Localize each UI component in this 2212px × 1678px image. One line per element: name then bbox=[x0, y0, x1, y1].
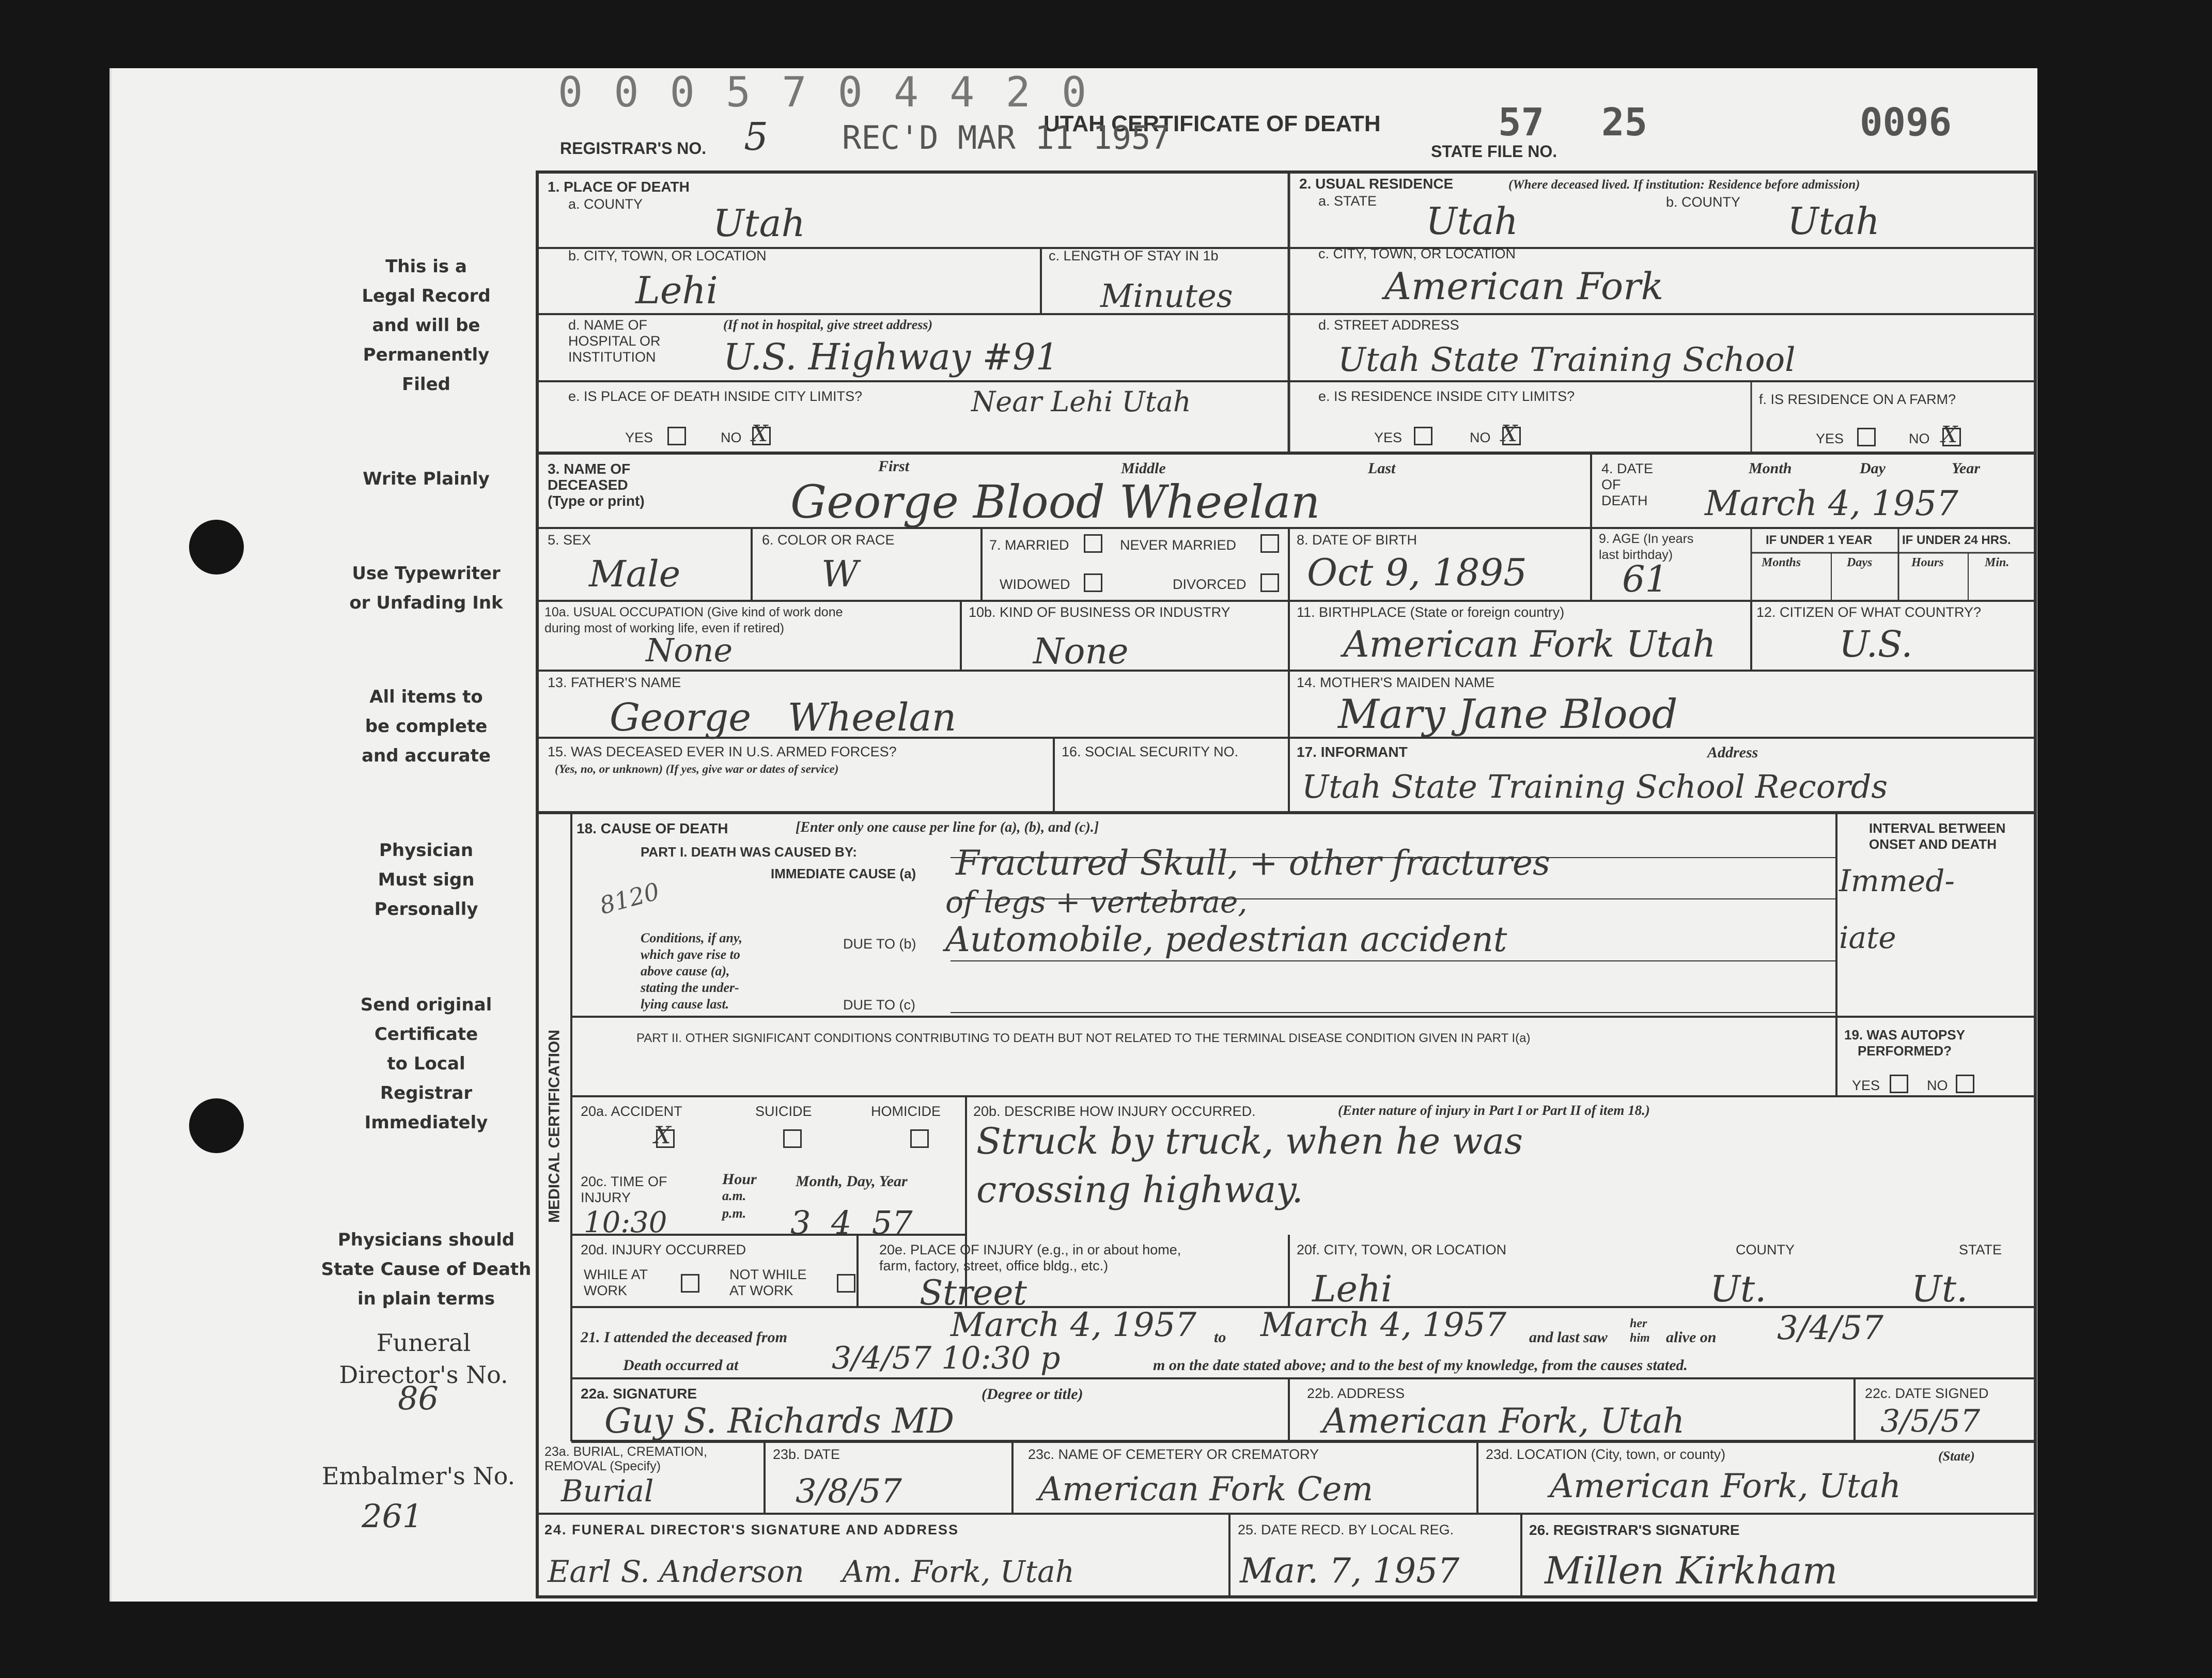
margin-note-send-original: Send original Certificate to Local Registrar Immediately bbox=[360, 995, 492, 1133]
interval-label: INTERVAL BETWEEN ONSET AND DEATH bbox=[1869, 820, 2006, 852]
birthplace-label: 11. BIRTHPLACE (State or foreign country) bbox=[1297, 604, 1565, 620]
funeral-director-signature-label: 24. FUNERAL DIRECTOR'S SIGNATURE AND ADDRESS bbox=[544, 1522, 959, 1537]
physician-address-label: 22b. ADDRESS bbox=[1307, 1386, 1405, 1401]
margin-note-physicians-cause: Physicians should State Cause of Death in plain terms bbox=[321, 1230, 532, 1309]
last-saw-value: 3/4/57 bbox=[1777, 1309, 1883, 1347]
citizen-label: 12. CITIZEN OF WHAT COUNTRY? bbox=[1756, 604, 1982, 620]
cause-of-death-label: 18. CAUSE OF DEATH bbox=[577, 820, 728, 836]
margin-note-typewriter: Use Typewriter or Unfading Ink bbox=[349, 563, 503, 613]
immediate-cause-continued: of legs + vertebrae, bbox=[945, 884, 1248, 920]
certificate-title: UTAH CERTIFICATE OF DEATH bbox=[1043, 111, 1381, 136]
cemetery-label: 23c. NAME OF CEMETERY OR CREMATORY bbox=[1028, 1447, 1319, 1462]
age-value: 61 bbox=[1622, 558, 1669, 600]
informant-value: Utah State Training School Records bbox=[1302, 768, 1888, 805]
last-saw-label: and last saw bbox=[1529, 1329, 1608, 1346]
alive-on-label: alive on bbox=[1666, 1329, 1717, 1346]
armed-forces-label: 15. WAS DECEASED EVER IN U.S. ARMED FORCES? bbox=[548, 744, 897, 759]
months-label: Months bbox=[1762, 556, 1801, 569]
burial-date-value: 3/8/57 bbox=[796, 1472, 902, 1511]
degree-label: (Degree or title) bbox=[982, 1386, 1083, 1403]
funeral-director-signature: Earl S. Anderson Am. Fork, Utah bbox=[548, 1554, 1074, 1589]
hospital-label: d. NAME OF HOSPITAL OR INSTITUTION bbox=[568, 317, 661, 365]
injury-city-label: 20f. CITY, TOWN, OR LOCATION bbox=[1297, 1242, 1507, 1257]
not-while-at-work-checkbox[interactable] bbox=[837, 1274, 855, 1293]
hour-label: Hour bbox=[722, 1171, 757, 1188]
state-file-year: 57 bbox=[1498, 100, 1545, 145]
days-label: Days bbox=[1847, 556, 1873, 569]
injury-state-label: STATE bbox=[1959, 1242, 2002, 1257]
attended-from-value: March 4, 1957 bbox=[951, 1306, 1196, 1344]
part-two-label: PART II. OTHER SIGNIFICANT CONDITIONS CONTRIBUTING TO DEATH BUT NOT RELATED TO THE TERMINAL DISEASE CONDITION GIVEN IN PART I(a) bbox=[636, 1031, 1531, 1045]
length-of-stay-value: Minutes bbox=[1100, 277, 1233, 315]
place-of-injury-label: 20e. PLACE OF INJURY (e.g., in or about home, farm, factory, street, office bldg., etc.) bbox=[879, 1242, 1181, 1273]
date-signed-value: 3/5/57 bbox=[1880, 1403, 1981, 1439]
state-file-no-label: STATE FILE NO. bbox=[1431, 142, 1557, 161]
suicide-label: SUICIDE bbox=[755, 1104, 812, 1119]
residence-street-value: Utah State Training School bbox=[1338, 341, 1796, 379]
injury-date-value: 3 4 57 bbox=[790, 1204, 913, 1241]
death-day-label: Day bbox=[1860, 460, 1886, 477]
immediate-cause-label: IMMEDIATE CAUSE (a) bbox=[771, 866, 916, 881]
part-one-label: PART I. DEATH WAS CAUSED BY: bbox=[641, 844, 857, 860]
autopsy-label: 19. WAS AUTOPSY PERFORMED? bbox=[1844, 1027, 1966, 1059]
length-of-stay-label: c. LENGTH OF STAY IN 1b bbox=[1049, 248, 1219, 263]
armed-forces-hint: (Yes, no, or unknown) (If yes, give war or dates of service) bbox=[555, 763, 839, 775]
birthplace-value: American Fork Utah bbox=[1343, 623, 1716, 665]
residence-farm-yes-checkbox[interactable] bbox=[1857, 428, 1876, 446]
deceased-name-value: George Blood Wheelan bbox=[790, 475, 1320, 529]
widowed-checkbox[interactable] bbox=[1084, 573, 1102, 592]
cause-of-death-hint: [Enter only one cause per line for (a), (b), and (c).] bbox=[796, 819, 1099, 835]
due-to-c-label: DUE TO (c) bbox=[843, 997, 916, 1013]
residence-inside-no-label: NO bbox=[1470, 430, 1491, 445]
am-label: a.m. bbox=[722, 1188, 746, 1203]
date-received-label: 25. DATE RECD. BY LOCAL REG. bbox=[1238, 1522, 1454, 1537]
date-of-death-value: March 4, 1957 bbox=[1705, 484, 1958, 523]
death-month-label: Month bbox=[1749, 460, 1792, 477]
sex-label: 5. SEX bbox=[548, 532, 591, 548]
never-married-label: NEVER MARRIED bbox=[1120, 537, 1237, 553]
death-city-label: b. CITY, TOWN, OR LOCATION bbox=[568, 248, 767, 263]
conditions-note: Conditions, if any, which gave rise to above cause (a), stating the under- lying cause last. bbox=[641, 930, 742, 1012]
margin-note-write-plainly: Write Plainly bbox=[363, 469, 490, 489]
death-inside-city-note: Near Lehi Utah bbox=[971, 385, 1191, 418]
homicide-checkbox[interactable] bbox=[910, 1129, 929, 1148]
accident-label: 20a. ACCIDENT bbox=[581, 1104, 682, 1119]
residence-farm-no-mark: X bbox=[1941, 422, 1958, 448]
burial-value: Burial bbox=[561, 1473, 654, 1509]
date-of-birth-label: 8. DATE OF BIRTH bbox=[1297, 532, 1417, 548]
date-of-birth-value: Oct 9, 1895 bbox=[1307, 551, 1527, 594]
residence-street-label: d. STREET ADDRESS bbox=[1318, 317, 1459, 333]
death-county-label: a. COUNTY bbox=[568, 196, 643, 212]
cause-code: 8120 bbox=[597, 877, 663, 920]
residence-inside-no-mark: X bbox=[1501, 421, 1518, 447]
injury-county-value: Ut. bbox=[1710, 1268, 1767, 1310]
time-of-injury-label: 20c. TIME OF INJURY bbox=[581, 1174, 667, 1205]
residence-farm-yes-label: YES bbox=[1816, 431, 1844, 446]
describe-injury-value: Struck by truck, when he was bbox=[976, 1120, 1523, 1162]
date-received-value: Mar. 7, 1957 bbox=[1240, 1551, 1460, 1591]
death-inside-yes-checkbox[interactable] bbox=[667, 427, 686, 445]
social-security-label: 16. SOCIAL SECURITY NO. bbox=[1062, 744, 1239, 759]
death-occurred-at-label: Death occurred at bbox=[623, 1357, 739, 1374]
minutes-label: Min. bbox=[1985, 556, 2010, 569]
injury-city-value: Lehi bbox=[1312, 1268, 1393, 1310]
death-year-label: Year bbox=[1952, 460, 1980, 477]
under-1-year-label: IF UNDER 1 YEAR bbox=[1766, 533, 1873, 547]
while-at-work-checkbox[interactable] bbox=[681, 1274, 699, 1293]
hours-label: Hours bbox=[1911, 556, 1944, 569]
sex-value: Male bbox=[589, 553, 681, 595]
death-inside-city-label: e. IS PLACE OF DEATH INSIDE CITY LIMITS? bbox=[568, 389, 863, 404]
autopsy-yes-checkbox[interactable] bbox=[1890, 1075, 1908, 1093]
father-name-label: 13. FATHER'S NAME bbox=[548, 675, 681, 690]
physician-address-value: American Fork, Utah bbox=[1322, 1401, 1685, 1441]
received-date-stamp: REC'D MAR 11 1957 bbox=[842, 119, 1170, 157]
residence-county-value: Utah bbox=[1787, 199, 1880, 243]
residence-city-value: American Fork bbox=[1384, 265, 1664, 308]
margin-note-legal: This is a Legal Record and will be Permanently Filed bbox=[362, 256, 491, 395]
death-inside-yes-label: YES bbox=[625, 430, 653, 445]
suicide-checkbox[interactable] bbox=[783, 1129, 802, 1148]
pm-label: p.m. bbox=[722, 1206, 746, 1221]
death-inside-no-mark: X bbox=[752, 421, 768, 447]
interval-value: Immed- iate bbox=[1839, 863, 1955, 955]
due-to-b-value: Automobile, pedestrian accident bbox=[945, 920, 1507, 959]
signature-label: 22a. SIGNATURE bbox=[581, 1386, 697, 1402]
registrar-number: 5 bbox=[744, 115, 769, 159]
while-at-work-label: WHILE AT WORK bbox=[584, 1267, 648, 1298]
margin-note-complete: All items to be complete and accurate bbox=[362, 687, 491, 766]
describe-injury-continued: crossing highway. bbox=[976, 1169, 1303, 1211]
race-label: 6. COLOR OR RACE bbox=[762, 532, 895, 548]
describe-injury-label: 20b. DESCRIBE HOW INJURY OCCURRED. bbox=[973, 1104, 1256, 1119]
injury-occurred-label: 20d. INJURY OCCURRED bbox=[581, 1242, 746, 1257]
physician-signature: Guy S. Richards MD bbox=[604, 1401, 955, 1441]
residence-county-label: b. COUNTY bbox=[1666, 194, 1741, 210]
death-county-value: Utah bbox=[713, 201, 805, 245]
death-occurred-at-value: 3/4/57 10:30 p bbox=[832, 1340, 1061, 1376]
mother-maiden-name-label: 14. MOTHER'S MAIDEN NAME bbox=[1297, 675, 1495, 690]
medical-certification-side-label: MEDICAL CERTIFICATION bbox=[546, 1030, 563, 1223]
last-name-label: Last bbox=[1368, 460, 1396, 477]
divorced-label: DIVORCED bbox=[1173, 577, 1247, 592]
residence-inside-city-label: e. IS RESIDENCE INSIDE CITY LIMITS? bbox=[1318, 389, 1575, 404]
business-label: 10b. KIND OF BUSINESS OR INDUSTRY bbox=[969, 604, 1230, 620]
state-file-number: 0096 bbox=[1860, 100, 1952, 145]
middle-name-label: Middle bbox=[1121, 460, 1166, 477]
widowed-label: WIDOWED bbox=[1000, 577, 1070, 592]
mother-maiden-name-value: Mary Jane Blood bbox=[1338, 691, 1678, 738]
autopsy-yes-label: YES bbox=[1852, 1078, 1880, 1093]
father-name-value: George Wheelan bbox=[610, 695, 957, 740]
death-inside-no-label: NO bbox=[721, 430, 742, 445]
burial-date-label: 23b. DATE bbox=[773, 1447, 840, 1462]
not-while-at-work-label: NOT WHILE AT WORK bbox=[729, 1267, 807, 1298]
never-married-checkbox[interactable] bbox=[1260, 534, 1279, 553]
first-name-label: First bbox=[878, 458, 910, 475]
registrar-signature-label: 26. REGISTRAR'S SIGNATURE bbox=[1529, 1522, 1740, 1538]
place-of-injury-value: Street bbox=[920, 1273, 1027, 1313]
residence-city-label: c. CITY, TOWN, OR LOCATION bbox=[1318, 246, 1516, 261]
residence-inside-yes-label: YES bbox=[1374, 430, 1403, 445]
attended-to-value: March 4, 1957 bbox=[1260, 1306, 1506, 1344]
residence-farm-no-label: NO bbox=[1909, 431, 1930, 446]
cemetery-value: American Fork Cem bbox=[1038, 1470, 1374, 1509]
citizen-value: U.S. bbox=[1839, 623, 1913, 665]
residence-farm-label: f. IS RESIDENCE ON A FARM? bbox=[1759, 392, 1956, 407]
attended-label: 21. I attended the deceased from bbox=[581, 1329, 787, 1346]
funeral-director-label: Funeral Director's No. bbox=[339, 1329, 508, 1389]
burial-location-value: American Fork, Utah bbox=[1550, 1467, 1901, 1505]
autopsy-no-checkbox[interactable] bbox=[1956, 1075, 1974, 1093]
date-signed-label: 22c. DATE SIGNED bbox=[1865, 1386, 1989, 1401]
informant-address-label: Address bbox=[1707, 744, 1758, 761]
embalmer-number: 261 bbox=[362, 1497, 423, 1535]
autopsy-no-label: NO bbox=[1927, 1078, 1948, 1093]
residence-state-value: Utah bbox=[1426, 199, 1518, 243]
married-label: 7. MARRIED bbox=[989, 537, 1069, 553]
burial-location-label: 23d. LOCATION (City, town, or county) bbox=[1486, 1447, 1726, 1462]
accident-mark: X bbox=[654, 1121, 671, 1149]
due-to-b-label: DUE TO (b) bbox=[843, 936, 916, 952]
burial-state-label: (State) bbox=[1938, 1449, 1975, 1464]
usual-residence-label: 2. USUAL RESIDENCE bbox=[1299, 176, 1454, 192]
month-day-year-label: Month, Day, Year bbox=[796, 1173, 908, 1190]
attended-to-label: to bbox=[1214, 1329, 1226, 1346]
residence-state-label: a. STATE bbox=[1318, 193, 1377, 209]
registrar-no-label: REGISTRAR'S NO. bbox=[560, 139, 707, 158]
hospital-value: U.S. Highway #91 bbox=[723, 336, 1059, 378]
hospital-hint: (If not in hospital, give street address) bbox=[723, 317, 933, 332]
under-24-hours-label: IF UNDER 24 HRS. bbox=[1902, 533, 2011, 547]
divorced-checkbox[interactable] bbox=[1260, 573, 1279, 592]
race-value: W bbox=[821, 553, 859, 595]
margin-note-physician: Physician Must sign Personally bbox=[374, 840, 478, 920]
homicide-label: HOMICIDE bbox=[871, 1104, 941, 1119]
injury-state-value: Ut. bbox=[1911, 1268, 1968, 1310]
married-checkbox[interactable] bbox=[1084, 534, 1102, 553]
embalmer-label: Embalmer's No. bbox=[321, 1462, 516, 1490]
registrar-signature: Millen Kirkham bbox=[1545, 1549, 1838, 1592]
date-of-death-label: 4. DATE OF DEATH bbox=[1601, 461, 1654, 508]
deceased-name-label: 3. NAME OF DECEASED (Type or print) bbox=[548, 461, 645, 509]
funeral-director-number: 86 bbox=[398, 1379, 439, 1417]
usual-residence-hint: (Where deceased lived. If institution: Residence before admission) bbox=[1508, 178, 1860, 192]
her-him-label: her him bbox=[1630, 1317, 1650, 1345]
age-label: 9. AGE (In years last birthday) bbox=[1599, 532, 1694, 562]
death-city-value: Lehi bbox=[635, 269, 718, 312]
occupation-label: 10a. USUAL OCCUPATION (Give kind of work done during most of working life, even if retired) bbox=[544, 605, 843, 635]
occupation-value: None bbox=[646, 631, 733, 669]
serial-number-stamp: 0 0 0 5 7 0 4 4 2 0 bbox=[558, 68, 1090, 116]
residence-inside-yes-checkbox[interactable] bbox=[1414, 427, 1432, 445]
time-of-injury-value: 10:30 bbox=[584, 1206, 667, 1239]
immediate-cause-value: Fractured Skull, + other fractures bbox=[956, 843, 1550, 883]
state-file-county: 25 bbox=[1601, 100, 1648, 145]
describe-injury-hint: (Enter nature of injury in Part I or Part II of item 18.) bbox=[1338, 1102, 1650, 1118]
burial-label: 23a. BURIAL, CREMATION, REMOVAL (Specify) bbox=[544, 1444, 707, 1473]
place-of-death-label: 1. PLACE OF DEATH bbox=[548, 179, 690, 195]
statement-text: m on the date stated above; and to the best of my knowledge, from the causes stated. bbox=[1153, 1357, 1688, 1374]
business-value: None bbox=[1033, 631, 1129, 672]
injury-county-label: COUNTY bbox=[1736, 1242, 1795, 1257]
informant-label: 17. INFORMANT bbox=[1297, 744, 1408, 760]
